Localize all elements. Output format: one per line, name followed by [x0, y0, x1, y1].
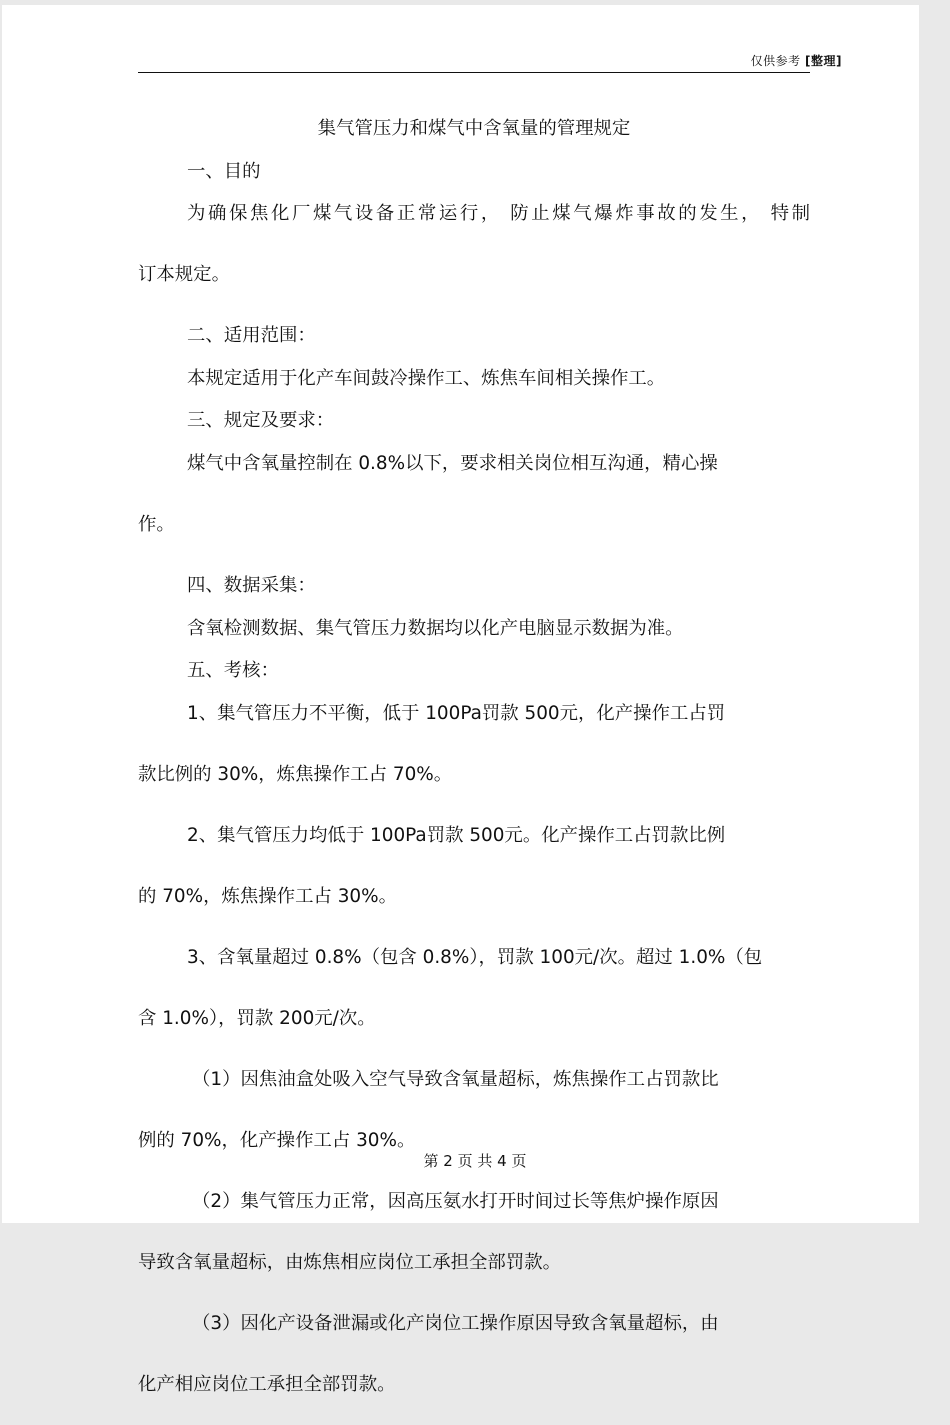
paragraph-line: 订本规定。	[138, 264, 230, 286]
paragraph-line: 煤气中含氧量控制在 0.8%以下，要求相关岗位相互沟通，精心操	[187, 452, 718, 474]
section-heading-scope: 二、适用范围：	[187, 325, 316, 347]
paragraph-line: （2）集气管压力正常，因高压氨水打开时间过长等焦炉操作原因	[192, 1190, 719, 1212]
paragraph-line: 1、集气管压力不平衡，低于 100Pa罚款 500元，化产操作工占罚	[187, 702, 726, 724]
document-title: 集气管压力和煤气中含氧量的管理规定	[317, 118, 631, 139]
header-note: 仅供参考	[750, 54, 801, 68]
page-footer: 第 2 页 共 4 页	[423, 1152, 527, 1170]
paragraph-line: 2、集气管压力均低于 100Pa罚款 500元。化产操作工占罚款比例	[187, 824, 726, 846]
paragraph-line: 含 1.0%），罚款 200元/次。	[138, 1007, 376, 1029]
paragraph-line: 本规定适用于化产车间鼓冷操作工、炼焦车间相关操作工。	[187, 367, 666, 389]
paragraph-line: （3）因化产设备泄漏或化产岗位工操作原因导致含氧量超标，由	[192, 1312, 719, 1334]
paragraph-line: 导致含氧量超标，由炼焦相应岗位工承担全部罚款。	[138, 1251, 561, 1273]
section-heading-requirements: 三、规定及要求：	[187, 410, 335, 432]
paragraph-line: 例的 70%，化产操作工占 30%。	[138, 1129, 416, 1151]
paragraph-line: 的 70%，炼焦操作工占 30%。	[138, 885, 397, 907]
paragraph-line: （1）因焦油盒处吸入空气导致含氧量超标，炼焦操作工占罚款比	[192, 1068, 719, 1090]
header-tag: [整理]	[805, 54, 842, 68]
paragraph-line: 含氧检测数据、集气管压力数据均以化产电脑显示数据为准。	[187, 617, 684, 639]
paragraph-line: 为确保焦化厂煤气设备正常运行， 防止煤气爆炸事故的发生， 特制	[187, 203, 810, 225]
document-body	[138, 108, 810, 1425]
paragraph-line: 3、含氧量超过 0.8%（包含 0.8%），罚款 100元/次。超过 1.0%（包	[187, 946, 763, 968]
page-header	[751, 52, 842, 69]
section-heading-purpose: 一、目的	[187, 160, 261, 182]
paragraph-line: 作。	[138, 513, 175, 535]
header-rule	[138, 72, 810, 73]
section-heading-data: 四、数据采集：	[187, 574, 316, 596]
section-heading-assessment: 五、考核：	[187, 660, 279, 682]
paragraph-line: 款比例的 30%，炼焦操作工占 70%。	[138, 763, 453, 785]
paragraph-line: 化产相应岗位工承担全部罚款。	[138, 1373, 396, 1395]
